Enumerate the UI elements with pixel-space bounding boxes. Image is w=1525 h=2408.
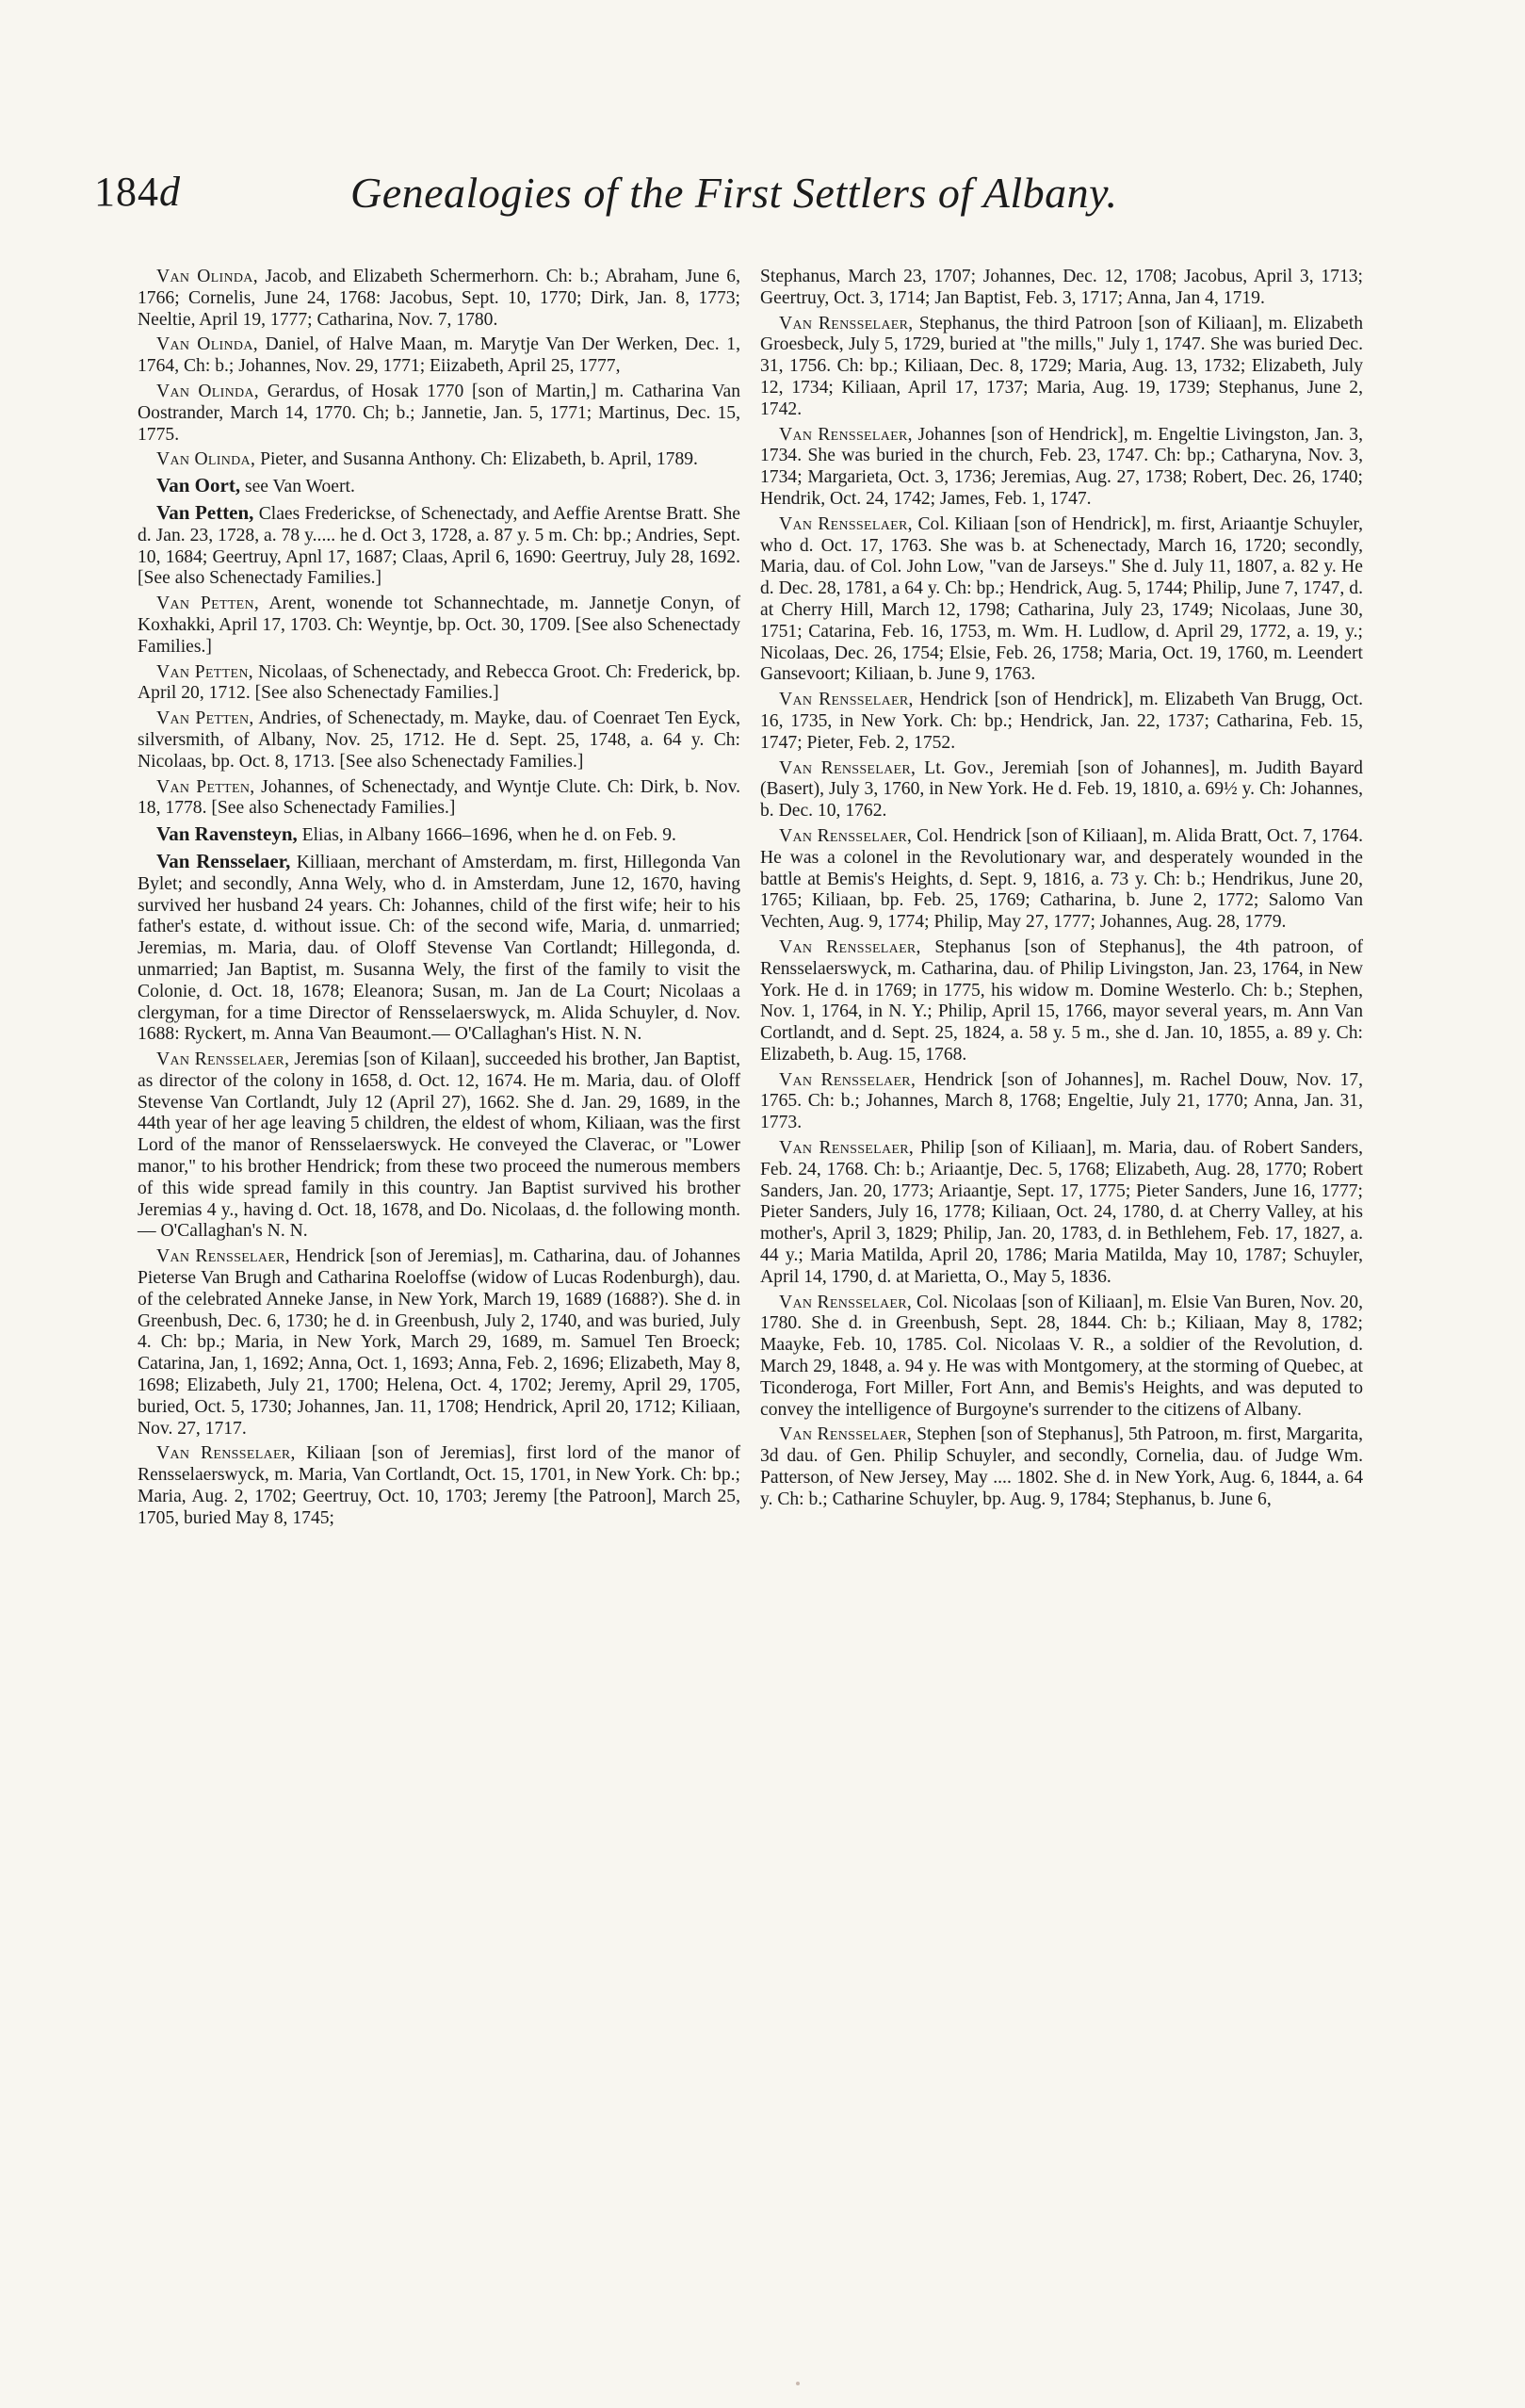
entry-surname: Van Petten, xyxy=(156,776,255,797)
page-number xyxy=(94,168,181,216)
entry-surname: Van Rensselaer, xyxy=(779,1424,913,1445)
page-number-suffix: d xyxy=(159,169,181,215)
entry-text: Jeremias [son of Kilaan], succeeded his brother, Jan Baptist, as director of the colony in 1658, d. Oct. 12, 1674. He m. Maria, dau. of Oloff Stevense Van Cortlandt, July 12 (April 27), 1662. She d. Jan. 29, 1689, in the 44th year of her age leaving 5 children, the eldest of whom, Kiliaan, was the first Lord of the manor of Rensselaerswyck. He conveyed the Claverac, or "Lower manor," to his brother Hendrick; from these two proceed the numerous members of this wide spread family in this country. Jan Baptist survived his brother Jeremias 4 y., having d. Oct. 18, 1678, and Do. Nicolaas, d. the following month.— O'Callaghan's N. N. xyxy=(138,1049,740,1242)
genealogy-entry xyxy=(760,690,1363,754)
genealogy-entry xyxy=(138,662,740,706)
entry-text: Stephanus [son of Stephanus], the 4th patroon, of Rensselaerswyck, m. Catharina, dau. of Philip Livingston, Jan. 23, 1764, in New York. He d. in 1769; in 1775, his widow m. Domine Westerlo. Ch: b.; Stephen, Nov. 1, 1764, in N. Y.; Philip, April 15, 1766, mayor several years, m. Ann Van Cortlandt, and d. Sept. 25, 1824, a. 58 y. 5 m., she d. Jan. 10, 1855, a. 89 y. Ch: Elizabeth, b. Aug. 15, 1768. xyxy=(760,936,1363,1065)
genealogy-entry xyxy=(138,1246,740,1440)
entry-family-heading: Van Rensselaer, xyxy=(156,849,291,872)
genealogy-entry xyxy=(138,502,740,590)
entry-text: Elias, in Albany 1666–1696, when he d. on Feb. 9. xyxy=(297,825,676,846)
genealogy-entry xyxy=(138,267,740,331)
genealogy-entry xyxy=(760,267,1363,310)
page-header xyxy=(94,168,1451,234)
entry-text: Hendrick [son of Hendrick], m. Elizabeth Van Brugg, Oct. 16, 1735, in New York. Ch: bp.; Hendrick, Jan. 22, 1737; Catharina, Feb. 15, 1747; Pieter, Feb. 2, 1752. xyxy=(760,690,1363,753)
entry-surname: Van Rensselaer, xyxy=(779,1292,913,1312)
entry-surname: Van Rensselaer, xyxy=(779,513,913,534)
entry-surname: Van Rensselaer, xyxy=(779,936,921,957)
genealogy-entry xyxy=(138,475,740,498)
entry-text: Col. Nicolaas [son of Kiliaan], m. Elsie Van Buren, Nov. 20, 1780. She d. in Greenbush, Sept. 28, 1844. Ch: b.; Kiliaan, May 8, 1782; Maayke, Feb. 10, 1785. Col. Nicolaas V. R., a soldier of the Revolution, d. March 29, 1848, a. 94 y. He was with Montgomery, at the storming of Quebec, at Ticonderoga, Fort Miller, Fort Ann, and Bemis's Heights, and was deputed to convey the intelligence of Burgoyne's surrender to the citizens of Albany. xyxy=(760,1292,1363,1420)
genealogy-entry xyxy=(760,1424,1363,1510)
entry-surname: Van Rensselaer, xyxy=(156,1246,291,1267)
entry-surname: Van Rensselaer, xyxy=(779,313,914,334)
genealogy-entry xyxy=(760,514,1363,686)
entry-surname: Van Rensselaer, xyxy=(779,757,917,778)
genealogy-entry xyxy=(760,314,1363,421)
genealogy-entry xyxy=(760,425,1363,511)
entry-surname: Van Rensselaer, xyxy=(779,690,914,710)
entry-text: Hendrick [son of Johannes], m. Rachel Douw, Nov. 17, 1765. Ch: b.; Johannes, March 8, 1768; Engeltie, July 21, 1770; Anna, Jan. 31, 1773. xyxy=(760,1069,1364,1133)
entry-text: Col. Hendrick [son of Kiliaan], m. Alida Bratt, Oct. 7, 1764. He was a colonel in the Revolutionary war, and desperately wounded in the battle at Bemis's Heights, d. Sept. 9, 1816, a. 73 y. Ch: b.; Hendrikus, June 20, 1765; Kiliaan, bp. Feb. 25, 1769; Catharina, b. June 2, 1772; Salomo Van Vechten, Aug. 9, 1774; Philip, May 27, 1777; Johannes, Aug. 28, 1779. xyxy=(760,825,1363,933)
genealogy-entry xyxy=(760,1138,1363,1289)
entry-text: Pieter, and Susanna Anthony. Ch: Elizabeth, b. April, 1789. xyxy=(255,449,698,470)
entry-surname: Van Petten, xyxy=(156,661,253,682)
genealogy-entry xyxy=(760,1070,1363,1134)
genealogy-entry xyxy=(138,823,740,847)
entry-text: Kiliaan [son of Jeremias], first lord of the manor of Rensselaerswyck, m. Maria, Van Cortlandt, Oct. 15, 1701, in New York. Ch: bp.; Maria, Aug. 2, 1702; Geertruy, Oct. 10, 1703; Jeremy [the Patroon], March 25, 1705, buried May 8, 1745; xyxy=(138,1443,740,1528)
right-column xyxy=(760,267,1363,1515)
entry-surname: Van Rensselaer, xyxy=(779,1138,915,1159)
entry-surname: Van Petten, xyxy=(156,594,260,614)
entry-surname: Van Rensselaer, xyxy=(156,1443,296,1464)
entry-text: Arent, wonende tot Schannechtade, m. Jannetje Conyn, of Koxhakki, April 17, 1703. Ch: Weyntje, bp. Oct. 30, 1709. [See also Schenectady Families.] xyxy=(138,594,740,657)
entry-text: Philip [son of Kiliaan], m. Maria, dau. of Robert Sanders, Feb. 24, 1768. Ch: b.; Ariaantje, Dec. 5, 1768; Elizabeth, Aug. 28, 1770; Robert Sanders, Jan. 20, 1773; Ariaantje, Sept. 17, 1775; Pieter Sanders, June 16, 1777; Pieter Sanders, July 16, 1778; Kiliaan, Oct. 24, 1780, d. at Cherry Valley, at his mother's, April 3, 1829; Philip, Jan. 20, 1783, d. in Bethlehem, Feb. 17, 1827, a. 44 y.; Maria Matilda, April 20, 1786; Maria Matilda, May 10, 1787; Schuyler, April 14, 1790, d. at Marietta, O., May 5, 1836. xyxy=(760,1138,1363,1287)
entry-text: Daniel, of Halve Maan, m. Marytje Van Der Werken, Dec. 1, 1764, Ch: b.; Johannes, Nov. 29, 1771; Eiizabeth, April 25, 1777, xyxy=(138,334,740,377)
entry-text: Nicolaas, of Schenectady, and Rebecca Groot. Ch: Frederick, bp. April 20, 1712. [See also Schenectady Families.] xyxy=(138,661,740,704)
genealogy-entry xyxy=(138,708,740,773)
entry-text: Claes Frederickse, of Schenectady, and Aeffie Arentse Bratt. She d. Jan. 23, 1728, a. 78 y..... he d. Oct 3, 1728, a. 87 y. 5 m. Ch: bp.; Andries, Sept. 10, 1684; Geertruy, Apnl 17, 1687; Claas, April 6, 1690: Geertruy, July 28, 1692. [See also Schenectady Families.] xyxy=(138,503,740,589)
entry-surname: Van Petten, xyxy=(156,708,254,729)
genealogy-entry xyxy=(760,826,1363,934)
entry-surname: Van Rensselaer, xyxy=(779,424,913,445)
running-title: Genealogies of the First Settlers of Albany. xyxy=(350,169,1118,217)
genealogy-entry xyxy=(138,382,740,446)
entry-surname: Van Olinda, xyxy=(156,381,260,401)
page-number-digits: 184 xyxy=(94,169,159,215)
entry-text: Stephanus, the third Patroon [son of Kiliaan], m. Elizabeth Groesbeck, July 5, 1729, buried at "the mills," July 1, 1747. She was buried Dec. 31, 1756. Ch: bp.; Kiliaan, Dec. 8, 1729; Maria, Aug. 13, 1732; Elizabeth, July 12, 1734; Kiliaan, April 17, 1737; Maria, Aug. 19, 1739; Stephanus, June 2, 1742. xyxy=(760,313,1363,419)
genealogy-entry xyxy=(760,758,1363,822)
entry-text: Gerardus, of Hosak 1770 [son of Martin,] m. Catharina Van Oostrander, March 14, 1770. Ch; b.; Jannetie, Jan. 5, 1771; Martinus, Dec. 15, 1775. xyxy=(138,381,740,445)
entry-family-heading: Van Ravensteyn, xyxy=(156,822,298,846)
genealogy-entry xyxy=(138,851,740,1046)
entry-text: Lt. Gov., Jeremiah [son of Johannes], m. Judith Bayard (Basert), July 3, 1760, in New York. He d. Feb. 19, 1810, a. 69½ y. Ch: Johannes, b. Dec. 10, 1762. xyxy=(760,757,1363,822)
entry-surname: Van Rensselaer, xyxy=(779,1069,917,1090)
entry-text: Killiaan, merchant of Amsterdam, m. first, Hillegonda Van Bylet; and secondly, Anna Wely, who d. in Amsterdam, June 12, 1670, having survived her husband 24 years. Ch: Johannes, child of the first wife; heir to his father's estate, d. without issue. Ch: of the second wife, Maria, d. unmarried; Jeremias, m. Maria, dau. of Oloff Stevense Van Cortlandt; Hillegonda, d. unmarried; Jan Baptist, m. Susanna Wely, the first of the family to visit the Colonie, d. Oct. 18, 1678; Eleanora; Susan, m. Jan de La Court; Nicolaas a clergyman, for a time Director of Rensselaerswyck, m. Alida Schuyler, d. Nov. 1688: Ryckert, m. Anna Van Beaumont.— O'Callaghan's Hist. N. N. xyxy=(138,852,740,1045)
entry-family-heading: Van Petten, xyxy=(156,500,254,524)
genealogy-entry xyxy=(138,1443,740,1529)
genealogy-entry xyxy=(138,594,740,658)
entry-text: Andries, of Schenectady, m. Mayke, dau. of Coenraet Ten Eyck, silversmith, of Albany, Nov. 25, 1712. He d. Sept. 25, 1748, a. 64 y. Ch: Nicolaas, bp. Oct. 8, 1713. [See also Schenectady Families.] xyxy=(138,708,740,772)
entry-text: see Van Woert. xyxy=(240,477,355,497)
entry-text: Hendrick [son of Jeremias], m. Catharina, dau. of Johannes Pieterse Van Brugh and Catharina Roeloffse (widow of Lucas Rodenburgh), dau. of the celebrated Anneke Janse, in New York, March 19, 1689 (1688?). She d. in Greenbush, Dec. 6, 1730; he d. in Greenbush, July 2, 1740, and was buried, July 4. Ch: bp.; Maria, in New York, March 29, 1689, m. Samuel Ten Broeck; Catarina, Jan, 1, 1692; Anna, Oct. 1, 1693; Anna, Feb. 2, 1696; Elizabeth, May 8, 1698; Elizabeth, July 21, 1700; Helena, Oct. 4, 1702; Jeremy, April 29, 1705, buried, Oct. 5, 1730; Johannes, Jan. 11, 1708; Hendrick, April 20, 1712; Kiliaan, Nov. 27, 1717. xyxy=(138,1246,740,1439)
genealogy-entry xyxy=(760,937,1363,1066)
entry-surname: Van Rensselaer, xyxy=(779,825,913,846)
entry-family-heading: Van Oort, xyxy=(156,474,241,497)
entry-text: Johannes, of Schenectady, and Wyntje Clute. Ch: Dirk, b. Nov. 18, 1778. [See also Schenectady Families.] xyxy=(138,776,741,819)
genealogy-entry xyxy=(138,334,740,378)
entry-surname: Van Olinda, xyxy=(156,334,258,355)
entry-text: Stephanus, March 23, 1707; Johannes, Dec. 12, 1708; Jacobus, April 3, 1713; Geertruy, Oct. 3, 1714; Jan Baptist, Feb. 3, 1717; Anna, Jan 4, 1719. xyxy=(760,267,1363,308)
entry-text: Johannes [son of Hendrick], m. Engeltie Livingston, Jan. 3, 1734. She was buried in the church, Feb. 23, 1747. Ch: bp.; Catharyna, Nov. 3, 1734; Margarieta, Oct. 3, 1736; Jeremias, Aug. 27, 1738; Robert, Dec. 26, 1740; Hendrik, Oct. 24, 1742; James, Feb. 1, 1747. xyxy=(760,424,1363,509)
entry-text: Stephen [son of Stephanus], 5th Patroon, m. first, Margarita, 3d dau. of Gen. Philip Schuyler, and secondly, Cornelia, dau. of Judge Wm. Patterson, of New Jersey, May .... 1802. She d. in New York, Aug. 6, 1844, a. 64 y. Ch: b.; Catharine Schuyler, bp. Aug. 9, 1784; Stephanus, b. June 6, xyxy=(760,1424,1364,1509)
entry-text: Col. Kiliaan [son of Hendrick], m. first, Ariaantje Schuyler, who d. Oct. 17, 1763. She was b. at Schenectady, March 16, 1720; secondly, Maria, dau. of Col. John Low, "van de Jarseys." She d. July 11, 1807, a. 82 y. He d. Dec. 28, 1781, a 64 y. Ch: bp.; Hendrick, Aug. 5, 1744; Philip, June 7, 1747, d. at Cherry Hill, March 12, 1798; Catharina, July 23, 1749; Nicolaas, June 30, 1751; Catarina, Feb. 16, 1753, m. Wm. H. Ludlow, d. April 29, 1772, a. 19, y.; Nicolaas, Dec. 26, 1754; Elsie, Feb. 26, 1758; Maria, Oct. 19, 1760, m. Leendert Gansevoort; Kiliaan, b. June 9, 1763. xyxy=(760,513,1363,685)
entry-surname: Van Olinda, xyxy=(156,449,256,470)
entry-text: Jacob, and Elizabeth Schermerhorn. Ch: b.; Abraham, June 6, 1766; Cornelis, June 24, 1768: Jacobus, Sept. 10, 1770; Dirk, Jan. 8, 1773; Neeltie, April 19, 1777; Catharina, Nov. 7, 1780. xyxy=(138,267,740,330)
genealogy-entry xyxy=(138,777,740,821)
genealogy-entry xyxy=(138,1049,740,1243)
genealogy-entry xyxy=(760,1293,1363,1422)
left-column xyxy=(138,267,740,1534)
entry-surname: Van Rensselaer, xyxy=(156,1049,290,1070)
entry-surname: Van Olinda, xyxy=(156,267,258,286)
genealogy-entry xyxy=(138,449,740,471)
page-speck xyxy=(796,2382,800,2385)
